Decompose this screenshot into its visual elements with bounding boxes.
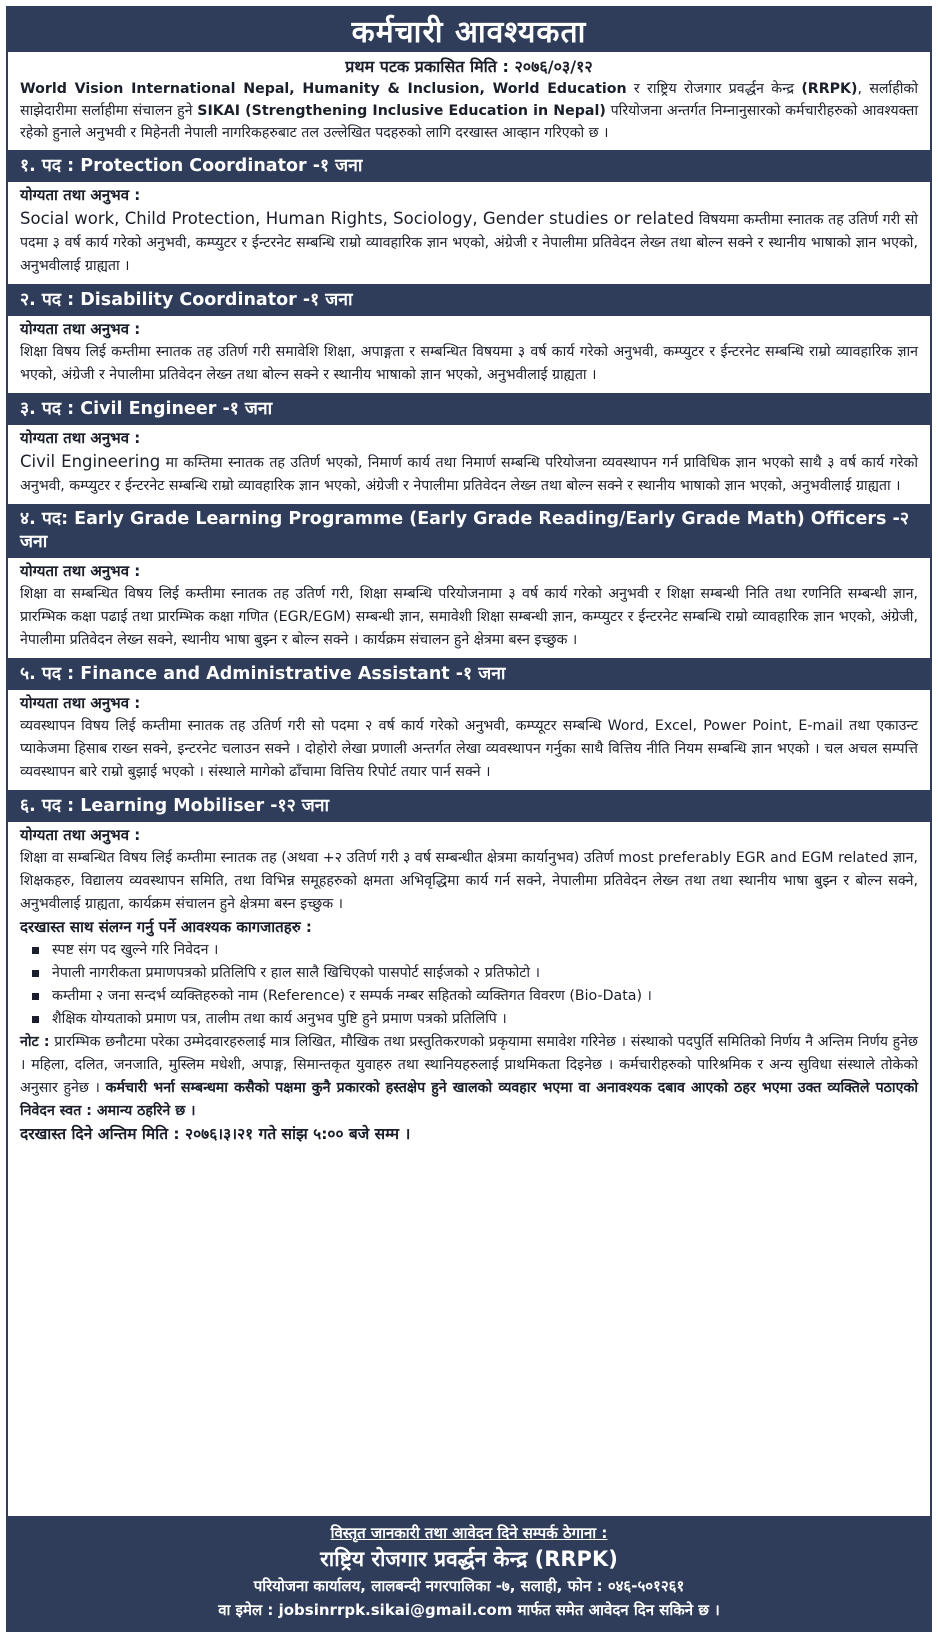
rrpk-abbr: (RRPK) <box>801 81 858 97</box>
qualification-label: योग्यता तथा अनुभव : <box>20 429 141 447</box>
note-text: प्रारम्भिक छनौटमा परेका उम्मेदवारहरुलाई मात्र लिखित, मौखिक तथा प्रस्तुतिकरणको प्रकृयामा समावेश गरिनेछ । संस्थाको पदपुर्ति समितिको निर्णय नै अन्तिम निर्णय हुनेछ । महिला, दलित, जनजाति, मुस्लिम मधेशी, अपाङ्ग, सिमान्तकृत युवाहरु तथा स्थानियहरुलाई प्राथमिकता दिइनेछ । कर्मचारीहरुको पारिश्रमिक र अन्य सुविधा संस्थाले तोकेको अनुसार हुनेछ । <box>20 1034 918 1096</box>
list-item: कम्तीमा २ जना सन्दर्भ व्यक्तिहरुको नाम (Reference) र सम्पर्क नम्बर सहितको व्यक्तिगत विवरण (Bio-Data) । <box>28 985 918 1008</box>
bullet-square-icon <box>32 970 39 977</box>
post-section-3 <box>8 425 930 504</box>
qualification-label: योग्यता तथा अनुभव : <box>20 694 141 712</box>
contact-footer <box>8 1516 930 1630</box>
intro-text-3: परियोजना अन्तर्गत निम्नानुसारको कर्मचारीहरुको आवश्यक्ता रहेको हुनाले अनुभवी र मिहेनती नेपाली नागरिकहरुबाट तल उल्लेखित पदहरुको लागि दरखास्त आव्हान गरिएको छ । <box>20 103 919 141</box>
note-bold-text: कर्मचारी भर्ना सम्बन्धमा कसैको पक्षमा कुनै प्रकारको हस्तक्षेप हुने खालको व्यवहार भएमा वा अनावश्यक दबाव आएको ठहर भएमा उक्त व्यक्तिले पठाएको निवेदन स्वत : अमान्य ठहरिने छ । <box>20 1080 918 1119</box>
job-notice <box>6 6 932 1632</box>
published-date: प्रथम पटक प्रकासित मिति : २०७६/०३/१२ <box>345 57 593 76</box>
org-name: राष्ट्रिय रोजगार प्रवर्द्धन केन्द्र (RRPK) <box>320 1547 618 1571</box>
page-title: कर्मचारी आवश्यकता <box>8 8 930 52</box>
post-section-5 <box>8 690 930 790</box>
post-heading-5: ५. पद : Finance and Administrative Assistant -१ जना <box>8 658 930 690</box>
documents-list <box>20 939 918 1031</box>
intro-paragraph <box>20 78 918 144</box>
qualification-text-en: Social work, Child Protection, Human Rights, Sociology, Gender studies or related <box>20 209 695 228</box>
qualification-label: योग्यता तथा अनुभव : <box>20 320 141 338</box>
bullet-square-icon <box>32 993 39 1000</box>
qualification-text: शिक्षा वा सम्बन्धित विषय लिई कम्तीमा स्नातक तह (अथवा +२ उतिर्ण गरी ३ वर्ष सम्बन्धीत क्षेत्रमा कार्यानुभव) उतिर्ण most preferably EGR and EGM related ज्ञान, शिक्षकहरु, विद्यालय व्यवस्थापन समिति, तथा विभिन्न समूहहरुको क्षमता अभिवृद्धिमा कार्य गर्न सक्ने, नेपालीमा प्रतिवेदन लेख्न तथा तथा स्थानीय भाषा बुझ्न र बोल्न सक्ने, अनुभवीलाई ग्राह्यता, कार्यक्रम संचालन हुने क्षेत्रमा बस्न इच्छुक । <box>20 850 918 912</box>
post-section-2 <box>8 316 930 393</box>
sikai-project: SIKAI (Strengthening Inclusive Education in Nepal) <box>197 103 606 119</box>
office-address: परियोजना कार्यालय, लालबन्दी नगरपालिका -७, सलाही, फोन : ०४६-५०१२६१ <box>253 1577 685 1595</box>
qualification-text: व्यवस्थापन विषय लिई कम्तीमा स्नातक तह उतिर्ण गरी सो पदमा २ वर्ष कार्य गरेको अनुभवी, कम्प्यूटर सम्बन्धि Word, Excel, Power Point, E-mail तथा एकाउन्ट प्याकेजमा हिसाब राख्न सक्ने, इन्टरनेट चलाउन सक्ने । दोहोरो लेखा प्रणाली अन्तर्गत लेखा व्यवस्थापन गर्नुका साथै वित्तिय नीति नियम सम्बन्धि ज्ञान भएको । चल अचल सम्पत्ति व्यवस्थापन बारे राम्रो बुझाई भएको । संस्थाले मागेको ढाँचामा वित्तिय रिपोर्ट तयार पार्न सक्ने । <box>20 718 918 780</box>
qualification-text-ne: विषयमा कम्तीमा स्नातक तह उतिर्ण गरी सो पदमा ३ वर्ष कार्य गरेको अनुभवी, कम्प्युटर र ईन्टरनेट सम्बन्धि राम्रो व्यावहारिक ज्ञान भएको, अंग्रेजी र नेपालीमा प्रतिवेदन लेख्न तथा बोल्न सक्ने र स्थानीय भाषाको ज्ञान भएको, अनुभवीलाई ग्राह्यता । <box>20 212 918 274</box>
qualification-text <box>20 450 918 498</box>
post-heading-4: ४. पद: Early Grade Learning Programme (Early Grade Reading/Early Grade Math) Officers -२ जना <box>8 504 930 558</box>
bullet-square-icon <box>32 947 39 954</box>
note-label: नोट : <box>20 1034 50 1050</box>
qualification-text: शिक्षा विषय लिई कम्तीमा स्नातक तह उतिर्ण गरी समावेशि शिक्षा, अपाङ्गता र सम्बन्धित विषयमा ३ वर्ष कार्य गरेको अनुभवी, कम्प्युटर र ईन्टरनेट सम्बन्धि राम्रो व्यावहारिक ज्ञान भएको, अंग्रेजी र नेपालीमा प्रतिवेदन लेख्न तथा बोल्न सक्ने र स्थानीय भाषाको ज्ञान भएको, अनुभवीलाई ग्राह्यता । <box>20 344 918 383</box>
qualification-text: शिक्षा वा सम्बन्धित विषय लिई कम्तीमा स्नातक तह उतिर्ण गरी, शिक्षा सम्बन्धि परियोजनामा ३ वर्ष कार्य गरेको अनुभवी र शिक्षा सम्बन्धी निति तथा रणनिति सम्बन्धी ज्ञान, प्रारम्भिक कक्षा पढाई तथा प्रारम्भिक कक्षा गणित (EGR/EGM) सम्बन्धी ज्ञान, समावेशी शिक्षा सम्बन्धी ज्ञान, कम्प्युटर र ईन्टरनेट सम्बन्धि राम्रो व्यावहारिक ज्ञान भएको, अंग्रेजी, नेपालीमा प्रतिवेदन लेख्न सक्ने, स्थानीय भाषा बुझ्न र बोल्न सक्ने । कार्यक्रम संचालन हुने क्षेत्रमा बस्न इच्छुक । <box>20 586 918 648</box>
bullet-square-icon <box>32 1016 39 1023</box>
email-line: वा इमेल : jobsinrrpk.sikai@gmail.com मार्फत समेत आवेदन दिन सकिने छ । <box>218 1601 720 1619</box>
list-item: शैक्षिक योग्यताको प्रमाण पत्र, तालीम तथा कार्य अनुभव पुष्टि हुने प्रमाण पत्रको प्रतिलिपि । <box>28 1008 918 1031</box>
qualification-label: योग्यता तथा अनुभव : <box>20 826 141 844</box>
qualification-label: योग्यता तथा अनुभव : <box>20 186 141 204</box>
post-heading-3: ३. पद : Civil Engineer -१ जना <box>8 393 930 425</box>
qualification-text-ne: मा कम्तिमा स्नातक तह उतिर्ण भएको, निमार्ण कार्य तथा निमार्ण सम्बन्धि परियोजना व्यवस्थापन गर्न प्राविधिक ज्ञान भएको साथै ३ वर्ष कार्य गरेको अनुभवी, कम्प्युटर र ईन्टरनेट सम्बन्धि राम्रो व्यावहारिक ज्ञान भएको, अंग्रेजी र नेपालीमा प्रतिवेदन लेख्न तथा बोल्न सक्ने र स्थानीय भाषाको ज्ञान भएको, अनुभवीलाई ग्राह्यता । <box>20 455 918 494</box>
qualification-text <box>20 207 918 278</box>
qualification-label: योग्यता तथा अनुभव : <box>20 562 141 580</box>
post-section-4 <box>8 558 930 658</box>
list-item: स्पष्ट संग पद खुल्ने गरि निवेदन । <box>28 939 918 962</box>
intro-text-1: र राष्ट्रिय रोजगार प्रवर्द्धन केन्द्र <box>626 81 802 97</box>
intro-text-2: , सर्लाहीको साझेदारीमा सर्लाहीमा संचालन हुने <box>20 81 918 119</box>
post-section-1 <box>8 182 930 284</box>
application-deadline: दरखास्त दिने अन्तिम मिति : २०७६।३।२१ गते सांझ ५:०० बजे सम्म । <box>20 1125 411 1143</box>
contact-label: विस्तृत जानकारी तथा आवेदन दिने सम्पर्क ठेगाना : <box>330 1524 608 1542</box>
intro-section <box>8 52 930 150</box>
list-item: नेपाली नागरीकता प्रमाणपत्रको प्रतिलिपि र हाल सालै खिचिएको पासपोर्ट साईजको २ प्रतिफोटो । <box>28 962 918 985</box>
post-heading-6: ६. पद : Learning Mobiliser -१२ जना <box>8 790 930 822</box>
post-heading-2: २. पद : Disability Coordinator -१ जना <box>8 284 930 316</box>
partner-orgs: World Vision International Nepal, Humanity & Inclusion, World Education <box>20 81 627 97</box>
qualification-text-en: Civil Engineering <box>20 452 161 471</box>
post-heading-1: १. पद : Protection Coordinator -१ जना <box>8 150 930 182</box>
post-section-6 <box>8 822 930 1152</box>
note-paragraph <box>20 1031 918 1123</box>
documents-label: दरखास्त साथ संलग्न गर्नु पर्ने आवश्यक कागजातहरु : <box>20 918 312 936</box>
